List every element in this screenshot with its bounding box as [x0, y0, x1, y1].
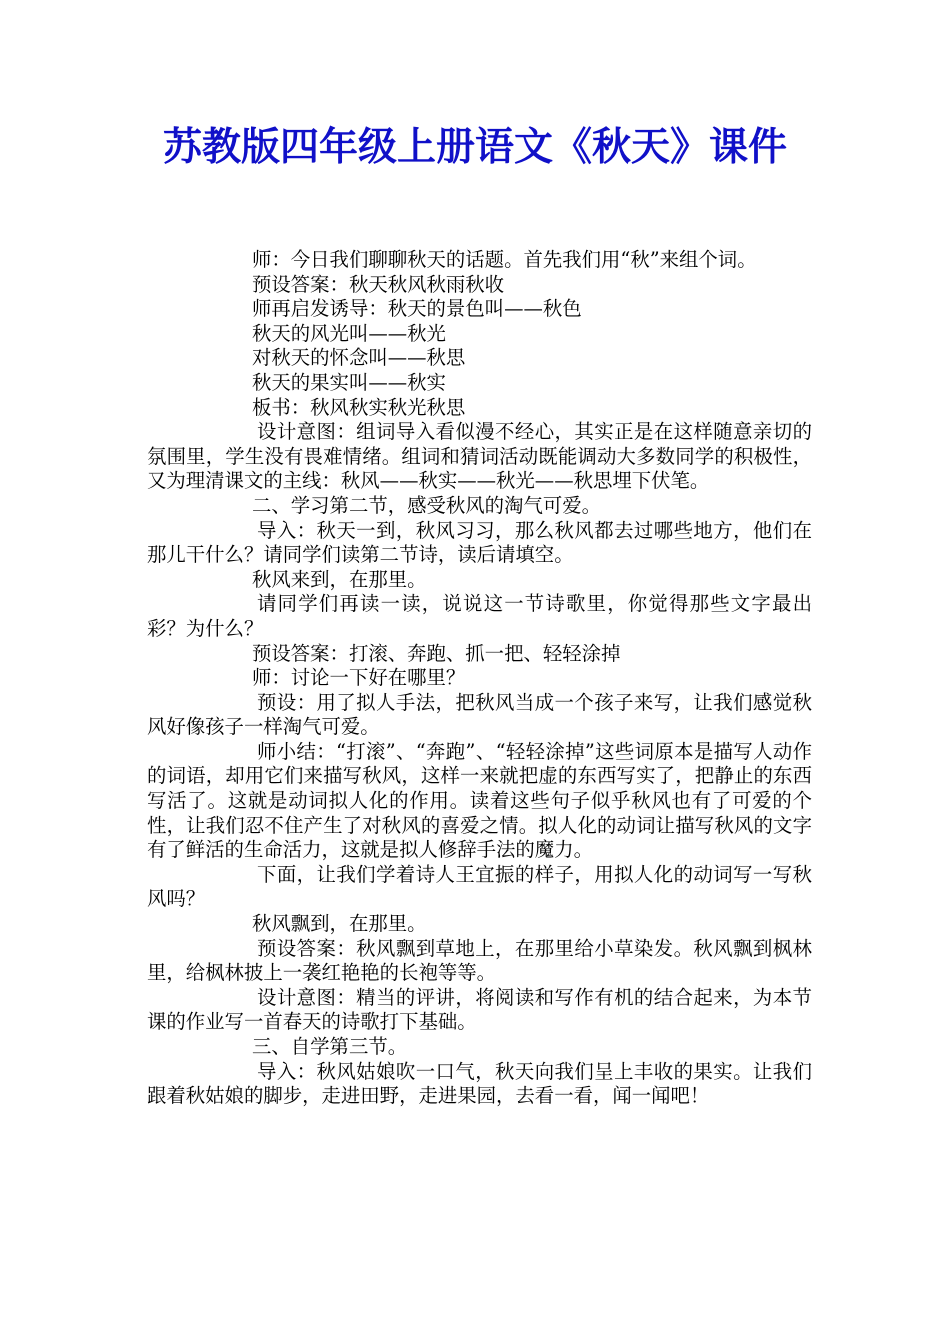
paragraph: 预设答案：秋风飘到草地上，在那里给小草染发。秋风飘到枫林里，给枫林披上一袭红艳艳的长袍等等。 — [147, 936, 812, 985]
paragraph: 导入：秋天一到，秋风习习，那么秋风都去过哪些地方，他们在那儿干什么？请同学们读第二节诗，读后请填空。 — [147, 518, 812, 567]
paragraph: 秋天的风光叫——秋光 — [252, 321, 446, 345]
paragraph: 师再启发诱导：秋天的景色叫——秋色 — [252, 297, 582, 321]
paragraph: 预设答案：秋天秋风秋雨秋收 — [252, 272, 505, 296]
paragraph: 对秋天的怀念叫——秋思 — [252, 346, 466, 370]
paragraph: 导入：秋风姑娘吹一口气，秋天向我们呈上丰收的果实。让我们跟着秋姑娘的脚步，走进田野，走进果园，去看一看，闻一闻吧！ — [147, 1059, 812, 1108]
paragraph: 秋风来到，在那里。 — [252, 567, 427, 591]
paragraph: 秋天的果实叫——秋实 — [252, 370, 446, 394]
paragraph: 设计意图：组词导入看似漫不经心，其实正是在这样随意亲切的氛围里，学生没有畏难情绪。组词和猜词活动既能调动大多数同学的积极性，又为理清课文的主线：秋风——秋实——秋光——秋思埋下伏笔。 — [147, 420, 812, 493]
section-heading: 三、自学第三节。 — [252, 1035, 408, 1058]
document-title: 苏教版四年级上册语文《秋天》课件 — [162, 124, 787, 170]
document-body — [147, 248, 812, 1109]
paragraph: 板书：秋风秋实秋光秋思 — [252, 395, 466, 419]
paragraph: 设计意图：精当的评讲，将阅读和写作有机的结合起来，为本节课的作业写一首春天的诗歌打下基础。 — [147, 985, 812, 1034]
section-heading: 二、学习第二节，感受秋风的淘气可爱。 — [252, 493, 602, 517]
paragraph: 师小结：“打滚”、“奔跑”、“轻轻涂掉”这些词原本是描写人动作的词语，却用它们来描写秋风，这样一来就把虚的东西写实了，把静止的东西写活了。这就是动词拟人化的作用。读着这些句子似乎秋风也有了可爱的个性，让我们忍不住产生了对秋风的喜爱之情。拟人化的动词让描写秋风的文字有了鲜活的生命活力，这就是拟人修辞手法的魔力。 — [147, 739, 812, 862]
paragraph: 预设：用了拟人手法，把秋风当成一个孩子来写，让我们感觉秋风好像孩子一样淘气可爱。 — [147, 690, 812, 739]
paragraph: 下面，让我们学着诗人王宜振的样子，用拟人化的动词写一写秋风吗？ — [147, 862, 812, 911]
paragraph: 预设答案：打滚、奔跑、抓一把、轻轻涂掉 — [252, 641, 621, 665]
paragraph: 秋风飘到，在那里。 — [252, 912, 427, 936]
paragraph: 师：今日我们聊聊秋天的话题。首先我们用“秋”来组个词。 — [252, 248, 757, 271]
paragraph: 师：讨论一下好在哪里？ — [252, 666, 466, 690]
paragraph: 请同学们再读一读，说说这一节诗歌里，你觉得那些文字最出彩？为什么？ — [147, 592, 812, 640]
